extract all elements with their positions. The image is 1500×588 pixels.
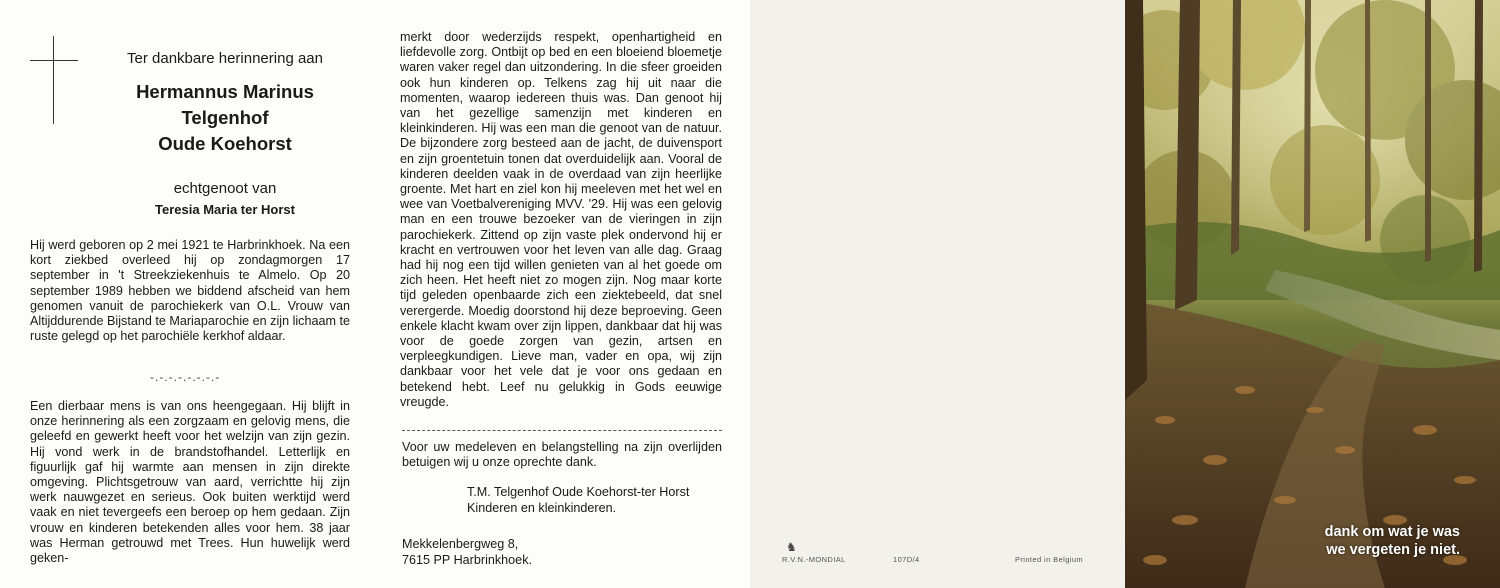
cross-icon	[53, 36, 54, 124]
biography-paragraph-2: Een dierbaar mens is van ons heengegaan. Hij blijft in onze herinnering als een zorgzaam en gelovig mens, die geleefd en gewerkt heeft voor het welzijn van zijn gezin. Hij vond werk in de brandstofhandel. Letterlijk en figuurlijk gaf hij warmte aan mensen in zijn direkte omgeving. Plichtsgetrouw van aard, verrichtte hij zijn werk nauwgezet en serieus. Ook buiten werktijd werd vaak en niet tevergeefs een beroep op hem gedaan. Zijn vrouw en kinderen betekenden alles voor hem. 38 jaar was Herman getrouwd met Trees. Hun huwelijk werd geken-	[30, 399, 350, 566]
product-code: 107D/4	[893, 555, 920, 564]
deceased-name-line-3: Oude Koehorst	[158, 133, 292, 154]
caption-line-1: dank om wat je was	[1324, 524, 1460, 540]
publisher-logo-icon: ♞	[786, 540, 797, 554]
forest-photo	[1125, 0, 1500, 588]
panel-front-text	[0, 0, 375, 588]
address	[402, 537, 532, 568]
address-line-2: 7615 PP Harbrinkhoek.	[402, 552, 532, 567]
intro-line: Ter dankbare herinnering aan	[127, 50, 323, 67]
publisher-name: R.V.N.-MONDIAL	[782, 555, 846, 564]
signer-line-2: Kinderen en kleinkinderen.	[467, 500, 617, 515]
cross-icon-bar	[30, 60, 78, 61]
spouse-name: Teresia Maria ter Horst	[155, 202, 295, 217]
deceased-name-line-2: Telgenhof	[181, 107, 269, 128]
signers	[467, 485, 689, 516]
biography-continued: merkt door wederzijds respekt, openhartigheid en liefdevolle zorg. Ontbijt op bed en een bloeiend bloemetje waren vaker regel dan uitzondering. In die sfeer groeiden ook hun kinderen op. Telkens zag hij uit naar die momenten, waarop iedereen thuis was. Dan genoot hij van het gezellige samenzijn met kinderen en kleinkinderen. Hij was een man die genoot van de natuur. De bijzondere zorg besteed aan de jacht, de duivensport en zijn groentetuin tonen dat overduidelijk aan. Vooral de kinderen deelden vaak in de overdaad van zijn heerlijke groente. Met hart en ziel kon hij meeleven met het wel en wee van Voetbalvereniging MVV. '29. Hij was een gelovig man en een trouwe bezoeker van de vieringen in zijn parochiekerk. Zittend op zijn vaste plek ondervond hij er kracht en vertrouwen voor het leven van alle dag. Graag had hij nog een tijd willen genieten van al het goede om zich heen. Het heeft niet zo mogen zijn. Nog maar korte tijd geleden openbaarde zich een ziektebeeld, dat snel verergerde. Moedig doorstond hij deze beproeving. Geen enkele klacht kwam over zijn lippen, dankbaar dat hij was voor de goede zorgen van gezin, artsen en verpleegkundigen. Lieve man, vader en opa, wij zijn dankbaar voor het vele dat je voor ons gedaan en betekend hebt. Leef nu gelukkig in Gods eeuwige vreugde.	[400, 30, 722, 409]
dashed-divider	[402, 430, 722, 431]
printed-in: Printed in Belgium	[1015, 555, 1084, 564]
address-line-1: Mekkelenbergweg 8,	[402, 537, 519, 551]
separator: -.-.-.-.-.-.-.-	[150, 370, 221, 384]
thanks-text: Voor uw medeleven en belangstelling na zijn overlijden betuigen wij u onze oprechte dank.	[402, 440, 722, 470]
spouse-intro: echtgenoot van	[173, 180, 277, 197]
biography-paragraph-1: Hij werd geboren op 2 mei 1921 te Harbrinkhoek. Na een kort ziekbed overleed hij op zondagmorgen 17 september in 't Streekziekenhuis te Almelo. Op 20 september 1989 hebben we biddend afscheid van hem genomen vanuit de parochiekerk van O.L. Vrouw van Altijddurende Bijstand te Mariaparochie en zijn lichaam te ruste gelegd op het parochiële kerkhof aldaar.	[30, 238, 350, 344]
deceased-name-line-1: Hermannus Marinus	[136, 81, 314, 102]
signer-line-1: T.M. Telgenhof Oude Koehorst-ter Horst	[467, 485, 690, 499]
forest-photo-illustration	[1125, 0, 1500, 588]
panel-back	[750, 0, 1125, 588]
photo-caption	[1325, 523, 1460, 559]
caption-line-2: we vergeten je niet.	[1326, 542, 1460, 558]
